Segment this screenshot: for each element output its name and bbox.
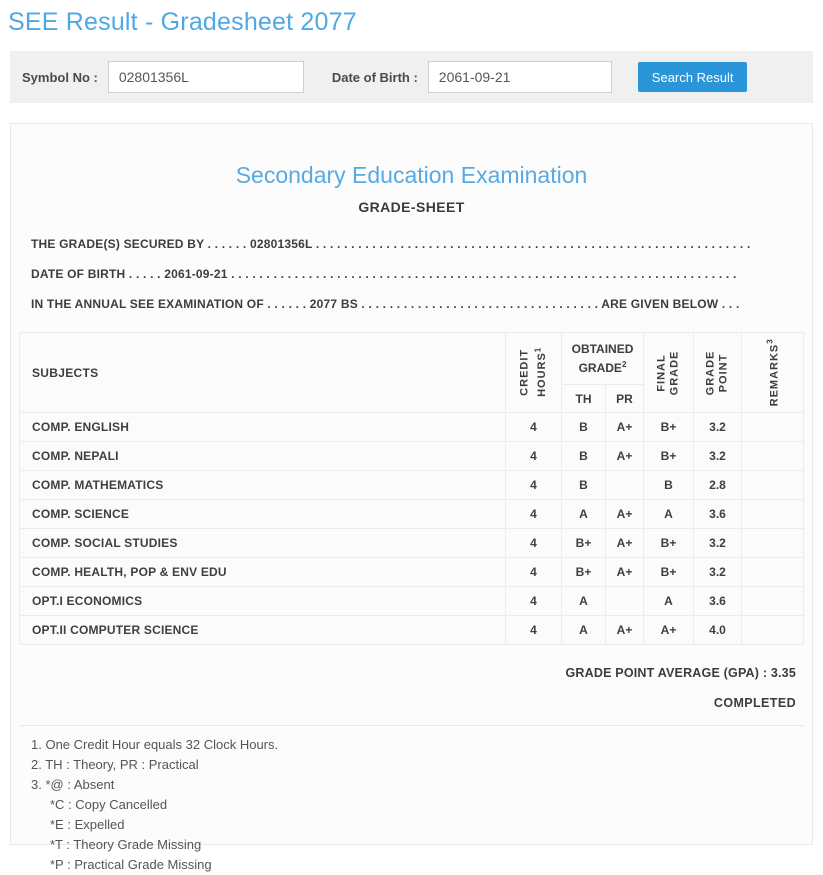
practical-column-header: PR: [606, 385, 644, 413]
obtained-grade-column-header: [562, 333, 644, 385]
grade-point-value: 3.2: [694, 413, 742, 442]
footnote-item: *E : Expelled: [50, 817, 125, 832]
remarks-value: [742, 558, 804, 587]
examination-line: IN THE ANNUAL SEE EXAMINATION OF . . . . . . 2077 BS . . . . . . . . . . . . . . . . . . . . . . . . . . . . . . . . . . ARE GIVEN BELOW . . .: [31, 297, 740, 311]
date-of-birth-input[interactable]: [428, 61, 612, 93]
table-row: [20, 529, 804, 558]
table-row: [20, 558, 804, 587]
credit-hours-value: 4: [506, 558, 562, 587]
theory-grade-value: B: [562, 413, 606, 442]
footnote-item: *T : Theory Grade Missing: [50, 837, 202, 852]
secured-by-line: THE GRADE(S) SECURED BY . . . . . . 02801356L . . . . . . . . . . . . . . . . . . . . . . . . . . . . . . . . . . . . . . . . . . . . . . . . . . . . . . . . . . . . . .: [31, 237, 751, 251]
obtained-grade-footnote-ref: 2: [621, 360, 627, 369]
theory-grade-value: A: [562, 500, 606, 529]
gradesheet-subtitle: GRADE-SHEET: [358, 199, 465, 215]
subject-name: COMP. MATHEMATICS: [20, 471, 506, 500]
result-status: COMPLETED: [713, 696, 796, 710]
symbol-no-label: Symbol No :: [22, 69, 98, 85]
final-grade-line2: GRADE: [668, 350, 681, 395]
theory-grade-value: B: [562, 442, 606, 471]
grade-point-value: 3.2: [694, 529, 742, 558]
practical-grade-value: A+: [606, 616, 644, 645]
credit-hours-footnote-ref: 1: [533, 347, 543, 353]
subject-name: COMP. SCIENCE: [20, 500, 506, 529]
theory-grade-value: B+: [562, 558, 606, 587]
practical-grade-value: A+: [606, 413, 644, 442]
remarks-column-header: [742, 333, 804, 413]
theory-column-header: TH: [562, 385, 606, 413]
theory-grade-value: A: [562, 587, 606, 616]
final-grade-value: B+: [644, 442, 694, 471]
footnote-item: *P : Practical Grade Missing: [50, 857, 212, 872]
final-grade-value: B+: [644, 413, 694, 442]
credit-hours-value: 4: [506, 471, 562, 500]
table-row: [20, 413, 804, 442]
practical-grade-value: A+: [606, 442, 644, 471]
grade-point-value: 4.0: [694, 616, 742, 645]
practical-grade-value: [606, 471, 644, 500]
footnote-item: 2. TH : Theory, PR : Practical: [31, 757, 199, 772]
practical-grade-value: A+: [606, 558, 644, 587]
subject-name: OPT.II COMPUTER SCIENCE: [20, 616, 506, 645]
credit-hours-value: 4: [506, 529, 562, 558]
remarks-line1: REMARKS: [768, 343, 781, 407]
credit-hours-value: 4: [506, 413, 562, 442]
table-row: [20, 616, 804, 645]
credit-hours-value: 4: [506, 442, 562, 471]
final-grade-value: A+: [644, 616, 694, 645]
remarks-value: [742, 529, 804, 558]
final-grade-value: A: [644, 587, 694, 616]
remarks-value: [742, 616, 804, 645]
obtained-grade-line1: OBTAINED: [571, 342, 634, 356]
final-grade-value: B: [644, 471, 694, 500]
theory-grade-value: A: [562, 616, 606, 645]
practical-grade-value: A+: [606, 529, 644, 558]
grade-point-value: 3.6: [694, 587, 742, 616]
subject-name: COMP. ENGLISH: [20, 413, 506, 442]
grade-point-value: 3.6: [694, 500, 742, 529]
subject-name: COMP. NEPALI: [20, 442, 506, 471]
table-row: [20, 471, 804, 500]
remarks-value: [742, 587, 804, 616]
symbol-no-input[interactable]: [108, 61, 304, 93]
remarks-value: [742, 471, 804, 500]
footnote-item: *C : Copy Cancelled: [50, 797, 168, 812]
credit-hours-value: 4: [506, 500, 562, 529]
grade-point-line1: GRADE: [704, 350, 717, 395]
table-row: [20, 587, 804, 616]
theory-grade-value: B+: [562, 529, 606, 558]
date-of-birth-line: DATE OF BIRTH . . . . . 2061-09-21 . . . . . . . . . . . . . . . . . . . . . . . . . . . . . . . . . . . . . . . . . . . . . . . . . . . . . . . . . . . . . . . . . . . . . . . .: [31, 267, 737, 281]
table-row: [20, 442, 804, 471]
final-grade-line1: FINAL: [655, 353, 668, 392]
practical-grade-value: A+: [606, 500, 644, 529]
grade-point-value: 3.2: [694, 442, 742, 471]
subjects-column-header: SUBJECTS: [20, 333, 506, 413]
remarks-value: [742, 413, 804, 442]
exam-title: Secondary Education Examination: [235, 162, 588, 188]
subject-name: COMP. SOCIAL STUDIES: [20, 529, 506, 558]
footnote-item: 1. One Credit Hour equals 32 Clock Hours.: [31, 737, 279, 752]
search-bar: [10, 51, 813, 103]
obtained-grade-line2: GRADE: [578, 361, 622, 375]
final-grade-value: A: [644, 500, 694, 529]
gradesheet-card: [10, 123, 813, 872]
subject-name: COMP. HEALTH, POP & ENV EDU: [20, 558, 506, 587]
credit-hours-line1: CREDIT: [518, 349, 531, 396]
search-result-button[interactable]: Search Result: [638, 62, 748, 92]
final-grade-column-header: [644, 333, 694, 413]
credit-hours-value: 4: [506, 587, 562, 616]
credit-hours-column-header: [506, 333, 562, 413]
table-row: [20, 500, 804, 529]
final-grade-value: B+: [644, 558, 694, 587]
final-grade-value: B+: [644, 529, 694, 558]
theory-grade-value: B: [562, 471, 606, 500]
footnote-item: 3. *@ : Absent: [31, 777, 115, 792]
grade-point-value: 3.2: [694, 558, 742, 587]
practical-grade-value: [606, 587, 644, 616]
grades-table-body: [20, 413, 804, 645]
student-info-lines: [19, 229, 804, 319]
subject-name: OPT.I ECONOMICS: [20, 587, 506, 616]
grade-point-value: 2.8: [694, 471, 742, 500]
date-of-birth-label: Date of Birth :: [331, 69, 418, 85]
remarks-value: [742, 442, 804, 471]
footnotes: [19, 725, 804, 875]
grades-table: [19, 332, 804, 645]
grade-point-line2: POINT: [717, 353, 730, 392]
credit-hours-line2: HOURS: [535, 352, 548, 398]
remarks-value: [742, 500, 804, 529]
credit-hours-value: 4: [506, 616, 562, 645]
page-title: SEE Result - Gradesheet 2077: [8, 8, 357, 36]
gpa-summary: GRADE POINT AVERAGE (GPA) : 3.35: [565, 666, 796, 680]
grade-point-column-header: [694, 333, 742, 413]
remarks-footnote-ref: 3: [765, 338, 775, 344]
